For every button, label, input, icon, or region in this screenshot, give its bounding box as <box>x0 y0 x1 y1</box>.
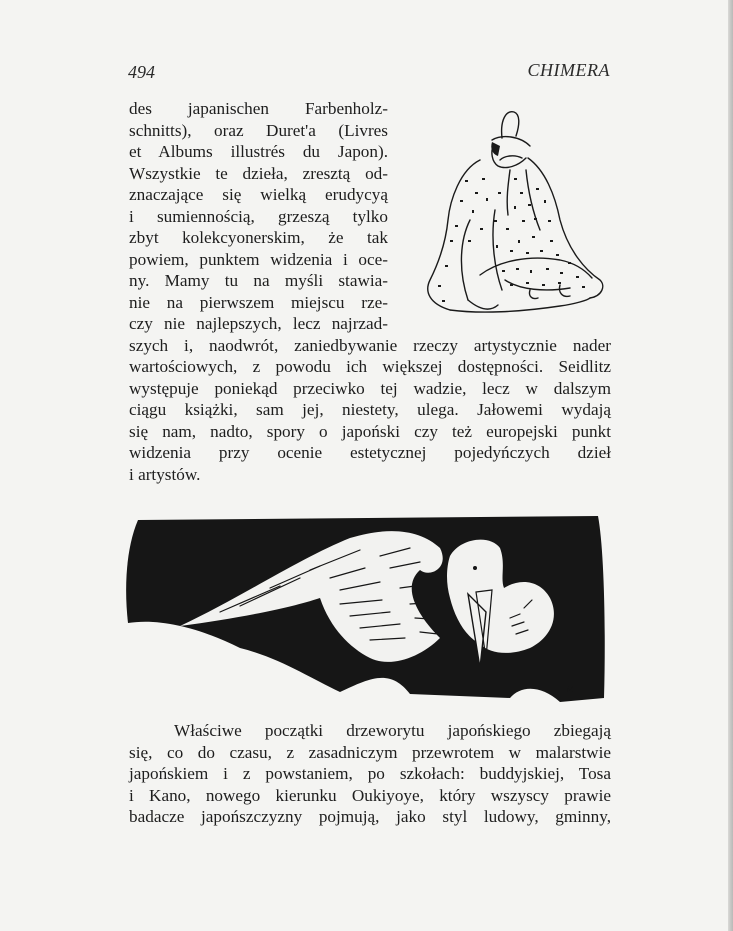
text-line: Wszystkie te dzieła, zresztą od- <box>129 163 388 183</box>
figure-seated-person <box>410 100 610 330</box>
text-line: czy nie najlepszych, lecz najrzad- <box>129 314 388 333</box>
text-line: powiem, punktem widzenia i oce- <box>129 249 388 269</box>
text-line: szych i, naodwrót, zaniedbywanie rzeczy artystycznie nader <box>129 335 611 355</box>
text-line: się nam, nadto, spory o japoński czy też europejski punkt <box>129 421 611 441</box>
text-line: wartościowych, z powodu ich większej dostępności. Seidlitz <box>129 357 611 376</box>
running-header <box>128 60 610 84</box>
text-line: występuje poniekąd przeciwko tej wadzie, lecz w dalszym <box>129 378 611 398</box>
text-line: widzenia przy ocenie estetycznej pojedyńczych dzieł <box>129 443 611 462</box>
text-line: des japanischen Farbenholz- <box>129 99 388 118</box>
page-edge <box>728 0 733 931</box>
text-line: ciągu książki, sam jej, niestety, ulega. Jałowemi wydają <box>129 400 611 419</box>
text-line: i sumiennością, grzeszą tylko <box>129 206 388 226</box>
text-line: schnitts), oraz Duret'a (Livres <box>129 120 388 140</box>
text-line: i Kano, nowego kierunku Oukiyoye, który wszyscy prawie <box>129 785 611 805</box>
text-line: zbyt kolekcyonerskim, że tak <box>129 228 388 247</box>
artist-monogram: M. <box>566 684 578 695</box>
text-line: ny. Mamy tu na myśli stawia- <box>129 271 388 290</box>
text-line: się, co do czasu, z zasadniczym przewrotem w malarstwie <box>129 742 611 762</box>
text-line: Właściwe początki drzeworytu japońskiego zbiegają <box>174 721 611 740</box>
journal-title: CHIMERA <box>527 60 610 80</box>
seated-person-illustration <box>410 100 610 330</box>
text-line: nie na pierwszem miejscu rze- <box>129 292 388 312</box>
figure-stork <box>120 508 608 708</box>
text-line: badacze japońszczyzny pojmują, jako styl ludowy, gminny, <box>129 807 611 826</box>
text-line: znaczające się wielką erudycyą <box>129 185 388 204</box>
text-line: i artystów. <box>129 464 201 484</box>
text-line: et Albums illustrés du Japon). <box>129 142 388 161</box>
stork-illustration <box>120 508 608 708</box>
page-number: 494 <box>128 62 155 82</box>
text-line: japońskiem i z powstaniem, po szkołach: buddyjskiej, Tosa <box>129 764 611 783</box>
